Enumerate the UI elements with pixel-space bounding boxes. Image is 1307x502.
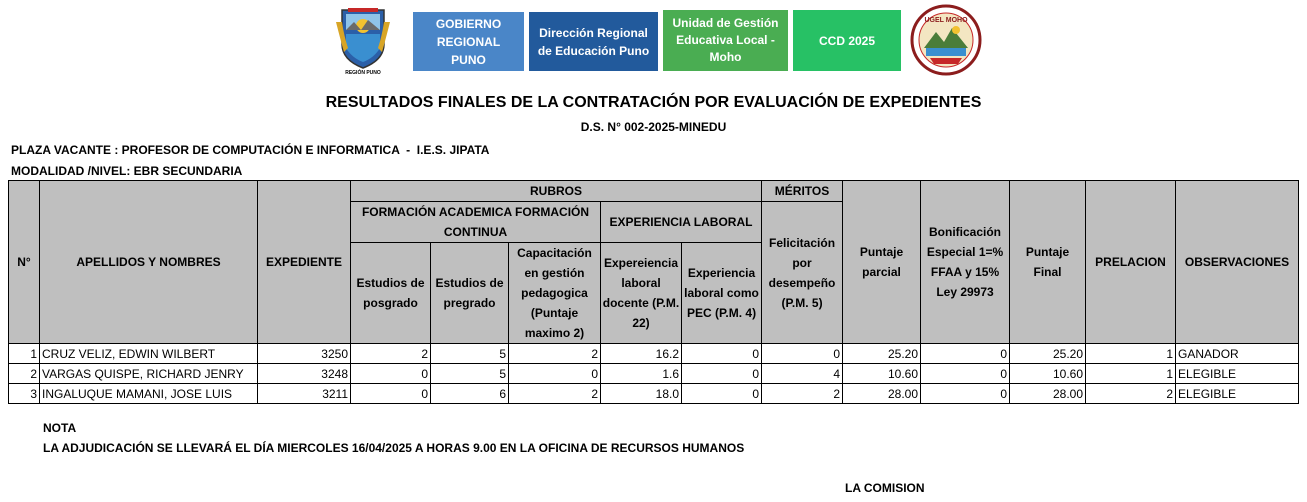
cell-prelacion: 1 [1086, 344, 1176, 364]
cell-expediente: 3250 [258, 344, 351, 364]
header-n: N° [9, 181, 40, 344]
cell-parcial: 10.60 [843, 364, 921, 384]
svg-text:REGIÓN PUNO: REGIÓN PUNO [345, 70, 381, 76]
header-formacion: FORMACIÓN ACADEMICA FORMACIÓN CONTINUA [351, 202, 601, 243]
cell-exp-docente: 1.6 [601, 364, 682, 384]
results-table [8, 180, 1299, 404]
header-apellidos: APELLIDOS Y NOMBRES [40, 181, 258, 344]
cell-capacitacion: 0 [509, 364, 601, 384]
ugel-moho-logo [910, 4, 982, 76]
cell-bonificacion: 0 [921, 344, 1010, 364]
cell-nombre: INGALUQUE MAMANI, JOSE LUIS [40, 384, 258, 404]
header-prelacion: PRELACION [1086, 181, 1176, 344]
cell-observacion: ELEGIBLE [1176, 384, 1299, 404]
document-title: RESULTADOS FINALES DE LA CONTRATACIÓN POR EVALUACIÓN DE EXPEDIENTES [325, 94, 982, 111]
header-box-ccd: CCD 2025 [793, 10, 901, 71]
cell-pregrado: 5 [431, 344, 509, 364]
cell-expediente: 3248 [258, 364, 351, 384]
cell-prelacion: 2 [1086, 384, 1176, 404]
header-posgrado: Estudios de posgrado [351, 243, 431, 344]
plaza-vacante: PLAZA VACANTE : PROFESOR DE COMPUTACIÓN E INFORMATICA - I.E.S. JIPATA [11, 143, 490, 157]
header-bonificacion: Bonificación Especial 1=% FFAA y 15% Ley 29973 [921, 181, 1010, 344]
table-row [9, 344, 1299, 364]
header-box-direccion: Dirección Regional de Educación Puno [529, 12, 658, 71]
header-box-gobierno: GOBIERNO REGIONAL PUNO [413, 12, 524, 71]
cell-posgrado: 2 [351, 344, 431, 364]
header-exp-docente: Expereiencia laboral docente (P.M. 22) [601, 243, 682, 344]
cell-exp-pec: 0 [682, 344, 762, 364]
cell-bonificacion: 0 [921, 364, 1010, 384]
comision-signature: LA COMISION [845, 481, 925, 495]
cell-felicitacion: 2 [762, 384, 843, 404]
cell-nombre: CRUZ VELIZ, EDWIN WILBERT [40, 344, 258, 364]
header-capacitacion: Capacitación en gestión pedagogica (Puntaje maximo 2) [509, 243, 601, 344]
nota-text: LA ADJUDICACIÓN SE LLEVARÁ EL DÍA MIERCOLES 16/04/2025 A HORAS 9.00 EN LA OFICINA DE RECURSOS HUMANOS [43, 441, 745, 455]
cell-expediente: 3211 [258, 384, 351, 404]
cell-pregrado: 6 [431, 384, 509, 404]
cell-posgrado: 0 [351, 364, 431, 384]
header-meritos: MÉRITOS [762, 181, 843, 202]
cell-bonificacion: 0 [921, 384, 1010, 404]
header-rubros: RUBROS [351, 181, 762, 202]
cell-nombre: VARGAS QUISPE, RICHARD JENRY [40, 364, 258, 384]
cell-observacion: ELEGIBLE [1176, 364, 1299, 384]
table-row [9, 384, 1299, 404]
header-pregrado: Estudios de pregrado [431, 243, 509, 344]
cell-n: 1 [9, 344, 40, 364]
nota-label: NOTA [43, 421, 77, 435]
cell-exp-pec: 0 [682, 364, 762, 384]
region-puno-logo [334, 4, 392, 76]
cell-observacion: GANADOR [1176, 344, 1299, 364]
cell-final: 28.00 [1010, 384, 1086, 404]
cell-exp-pec: 0 [682, 384, 762, 404]
header-puntaje-parcial: Puntaje parcial [843, 181, 921, 344]
header-expediente: EXPEDIENTE [258, 181, 351, 344]
cell-pregrado: 5 [431, 364, 509, 384]
decree-reference: D.S. N° 002-2025-MINEDU [580, 120, 727, 134]
header-puntaje-final: Puntaje Final [1010, 181, 1086, 344]
cell-parcial: 28.00 [843, 384, 921, 404]
cell-capacitacion: 2 [509, 384, 601, 404]
header-box-ugel: Unidad de Gestión Educativa Local - Moho [663, 10, 788, 71]
cell-exp-docente: 16.2 [601, 344, 682, 364]
cell-posgrado: 0 [351, 384, 431, 404]
header-observaciones: OBSERVACIONES [1176, 181, 1299, 344]
cell-n: 2 [9, 364, 40, 384]
cell-parcial: 25.20 [843, 344, 921, 364]
cell-n: 3 [9, 384, 40, 404]
cell-final: 10.60 [1010, 364, 1086, 384]
cell-final: 25.20 [1010, 344, 1086, 364]
svg-text:UGEL MOHO: UGEL MOHO [924, 17, 968, 24]
cell-felicitacion: 4 [762, 364, 843, 384]
cell-exp-docente: 18.0 [601, 384, 682, 404]
cell-prelacion: 1 [1086, 364, 1176, 384]
table-row [9, 364, 1299, 384]
cell-felicitacion: 0 [762, 344, 843, 364]
header-experiencia: EXPERIENCIA LABORAL [601, 202, 762, 243]
header-exp-pec: Experiencia laboral como PEC (P.M. 4) [682, 243, 762, 344]
modalidad-nivel: MODALIDAD /NIVEL: EBR SECUNDARIA [11, 164, 243, 178]
header-felicitacion: Felicitación por desempeño (P.M. 5) [762, 202, 843, 344]
cell-capacitacion: 2 [509, 344, 601, 364]
